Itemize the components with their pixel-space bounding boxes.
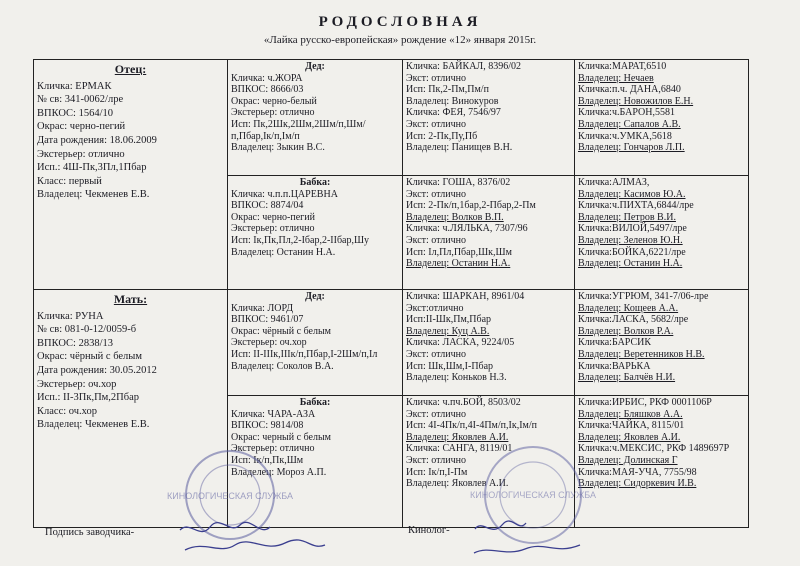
pedigree-line: Владелец: Петров В.И. — [578, 211, 676, 223]
pedigree-line: Владелец: Веретенников Н.В. — [578, 348, 705, 360]
pedigree-line: Окрас: черный с белым — [231, 431, 331, 443]
pedigree-line: ВПКОС: 9461/07 — [231, 314, 304, 326]
pedigree-line: Экст: отлично — [406, 188, 467, 200]
pedigree-line: Кличка:ч.БАРОН,5581 — [578, 107, 675, 119]
pedigree-line: Кличка: ЛОРД — [231, 302, 294, 314]
gen3-cell — [403, 290, 575, 396]
stamp-text: КИНОЛОГИЧЕСКАЯ СЛУЖБА — [470, 490, 596, 500]
pedigree-line: Владелец: Новожилов Е.Н. — [578, 95, 694, 107]
pedigree-line: Экст: отлично — [406, 234, 467, 246]
pedigree-line: Кличка:БАРСИК — [578, 337, 652, 349]
pedigree-line: Кличка:ВИЛОЙ,5497/лре — [578, 223, 687, 235]
mother-line: Класс: оч.хор — [37, 405, 98, 417]
pedigree-line: Владелец: Коньков Н.З. — [406, 372, 507, 384]
pedigree-line: Владелец: Мороз А.П. — [231, 466, 327, 478]
mother-line: Окрас: чёрный с белым — [37, 351, 142, 363]
breeder-signature — [175, 515, 330, 560]
pedigree-line: Экст: отлично — [406, 408, 467, 420]
pedigree-line: Владелец: Яковлев А.И. — [406, 478, 509, 490]
pedigree-line: Владелец: Бляшков А.А. — [578, 408, 683, 420]
pedigree-line: Владелец: Гончаров Л.П. — [578, 142, 685, 154]
father-line: Класс: первый — [37, 175, 102, 187]
document-subtitle: «Лайка русско-европейская» рождение «12» января 2015г. — [263, 34, 537, 46]
mother-line: Экстерьер: оч.хор — [37, 378, 117, 390]
pedigree-line: Экст: отлично — [406, 348, 467, 360]
mother-line: Кличка: РУНА — [37, 310, 104, 322]
father-line: Исп.: 4Ш-Пк,3Пл,1Пбар — [37, 162, 147, 174]
pedigree-line: Владелец: Волков В.П. — [406, 211, 504, 223]
father-line: Дата рождения: 18.06.2009 — [37, 134, 157, 146]
grandfather-heading: Дед: — [305, 291, 325, 302]
pedigree-line: Кличка:ч.ПИХТА,6844/лре — [578, 200, 694, 212]
pedigree-line: Кличка:МАЯ-УЧА, 7755/98 — [578, 466, 697, 478]
grandmother-heading: Бабка: — [299, 397, 331, 408]
pedigree-line: Исп: Iк,Пк,Пл,2-Iбар,2-IIбар,Шу — [231, 234, 370, 246]
pedigree-line: Исп: Пк,2Шк,2Шм,2Шм/п,Шм/п,Пбар,Iк/п,Iм/п — [231, 118, 366, 142]
pedigree-line: Владелец: Панищев В.Н. — [406, 142, 513, 154]
pedigree-line: Экст: отлично — [406, 118, 467, 130]
pedigree-line: Окрас: черно-белый — [231, 95, 317, 107]
pedigree-line: Владелец: Зеленов Ю.Н. — [578, 234, 683, 246]
pedigree-line: Кличка: ч.ЛЯЛЬКА, 7307/96 — [406, 223, 528, 235]
pedigree-line: Экстерьер: отлично — [231, 107, 315, 119]
pedigree-line: Кличка: ч.ЖОРА — [231, 72, 303, 84]
pedigree-line: ВПКОС: 8666/03 — [231, 84, 304, 96]
father-line: Кличка: ЕРМАК — [37, 80, 112, 92]
pedigree-line: Исп: Iк/п,I-Пм — [406, 466, 468, 478]
pedigree-line: Окрас: черно-пегий — [231, 211, 315, 223]
pedigree-line: Владелец: Нечаев — [578, 72, 654, 84]
pedigree-line: Экст: отлично — [406, 72, 467, 84]
pedigree-line: Исп: II-IIIк,IIIк/п,Пбар,I-2Шм/п,Iл — [231, 348, 378, 360]
father-line: № св: 341-0062/лре — [37, 94, 124, 106]
pedigree-line: Кличка: ФЕЯ, 7546/97 — [406, 107, 501, 119]
breeder-signature-label: Подпись заводчика- — [45, 527, 135, 538]
pedigree-line: Владелец: Куц А.В. — [406, 325, 490, 337]
pedigree-line: Кличка: ч.пч.БОЙ, 8503/02 — [406, 397, 521, 408]
pedigree-line: Владелец: Останин Н.А. — [406, 258, 511, 270]
pedigree-line: Владелец: Винокуров — [406, 95, 499, 107]
pedigree-line: Экст:отлично — [406, 302, 464, 314]
pedigree-line: Экстерьер: оч.хор — [231, 337, 307, 349]
pedigree-line: Экст: отлично — [406, 454, 467, 466]
mother-line: Дата рождения: 30.05.2012 — [37, 364, 157, 376]
pedigree-line: Исп: Iк/п,Пк,Шм — [231, 454, 304, 466]
pedigree-line: Кличка: БАЙКАЛ, 8396/02 — [406, 61, 521, 72]
pedigree-line: Кличка:ЛАСКА, 5682/лре — [578, 314, 689, 326]
pedigree-line: Кличка: ЛАСКА, 9224/05 — [406, 337, 515, 349]
mother-line: ВПКОС: 2838/13 — [37, 337, 114, 349]
father-cell — [34, 60, 228, 290]
pedigree-line: Окрас: чёрный с белым — [231, 325, 331, 337]
pedigree-line: Кличка:УГРЮМ, 341-7/06-лре — [578, 291, 709, 302]
pedigree-line: Владелец: Яковлев А.И. — [406, 431, 509, 443]
pedigree-line: Владелец: Соколов В.А. — [231, 360, 334, 372]
pedigree-line: Кличка:п.ч. ДАНА,6840 — [578, 84, 681, 96]
pedigree-line: Кличка:БОЙКА,6221/лре — [578, 246, 686, 258]
pedigree-line: Кличка:ВАРЬКА — [578, 360, 651, 372]
pedigree-line: ВПКОС: 9814/08 — [231, 420, 304, 432]
gen4-cell — [575, 290, 749, 396]
pedigree-line: Владелец: Волков Р.А. — [578, 325, 674, 337]
pedigree-line: Владелец: Останин Н.А. — [578, 258, 683, 270]
cynologist-signature — [470, 515, 590, 563]
pedigree-line: Исп: Пк,2-Пм,Пм/п — [406, 84, 489, 96]
pedigree-line: Владелец: Сапалов А.В. — [578, 118, 681, 130]
pedigree-line: Владелец: Сидоркевич И.В. — [578, 478, 697, 490]
pedigree-line: Кличка:АЛМАЗ, — [578, 177, 650, 188]
gen4-cell — [575, 60, 749, 176]
cynologist-signature-label: Кинолог- — [408, 525, 450, 536]
pedigree-line: Кличка:ч.МЕКСИС, РКФ 1489697Р — [578, 443, 730, 455]
pedigree-line: Кличка:МАРАТ,6510 — [578, 61, 667, 72]
father-line: Окрас: черно-пегий — [37, 121, 126, 133]
mother-heading: Мать: — [113, 292, 148, 306]
pedigree-line: Кличка:ИРБИС, РКФ 0001106Р — [578, 397, 712, 408]
gen4-cell — [575, 396, 749, 528]
pedigree-line: Кличка: ГОША, 8376/02 — [406, 177, 511, 188]
pedigree-line: Исп: 4I-4Пк/п,4I-4Пм/п,Iк,Iм/п — [406, 420, 537, 432]
pedigree-line: Владелец: Балчёв Н.И. — [578, 372, 676, 384]
pedigree-line: Кличка: ч.п.п.ЦАРЕВНА — [231, 188, 338, 200]
father-line: ВПКОС: 1564/10 — [37, 107, 114, 119]
pedigree-line: Исп: Iл,Пл,Пбар,Шк,Шм — [406, 246, 512, 258]
mother-line: Исп.: II-3Пк,Пм,2Пбар — [37, 392, 140, 404]
father-line: Владелец: Чекменев Е.В. — [37, 189, 150, 201]
document-title: РОДОСЛОВНАЯ — [318, 14, 482, 30]
pedigree-line: Владелец: Кощеев А.А. — [578, 302, 679, 314]
mother-line: № св: 081-0-12/0059-б — [37, 324, 137, 336]
pedigree-line: Кличка: ЧАРА-АЗА — [231, 408, 316, 420]
pedigree-line: Кличка: ШАРКАН, 8961/04 — [406, 291, 525, 302]
grandmother-heading: Бабка: — [299, 177, 331, 188]
pedigree-line: ВПКОС: 8874/04 — [231, 200, 304, 212]
pedigree-line: Экстерьер: отлично — [231, 223, 315, 235]
father-heading: Отец: — [114, 62, 147, 76]
gen4-cell — [575, 176, 749, 290]
pedigree-line: Исп: 2-Пк/п,1бар,2-Пбар,2-Пм — [406, 200, 536, 212]
pedigree-line: Исп: Шк,Шм,I-Пбар — [406, 360, 494, 372]
pedigree-table — [33, 59, 749, 528]
stamp-text: КИНОЛОГИЧЕСКАЯ СЛУЖБА — [167, 491, 293, 501]
pedigree-line: Исп: 2-Пк,Пу,Пб — [406, 130, 478, 142]
pedigree-line: Владелец: Зыкин В.С. — [231, 142, 325, 154]
father-line: Экстерьер: отлично — [37, 148, 125, 160]
pedigree-line: Владелец: Касимов Ю.А. — [578, 188, 686, 200]
gen3-cell — [403, 176, 575, 290]
grandfather-maternal-cell — [228, 290, 403, 396]
pedigree-line: Владелец: Яковлев А.И. — [578, 431, 681, 443]
grandfather-paternal-cell — [228, 60, 403, 176]
pedigree-line: Владелец: Останин Н.А. — [231, 246, 336, 258]
pedigree-line: Кличка:ЧАЙКА, 8115/01 — [578, 420, 685, 432]
mother-line: Владелец: Чекменев Е.В. — [37, 419, 150, 431]
pedigree-line: Экстерьер: отлично — [231, 443, 315, 455]
pedigree-line: Исп:II-Шк,Пм,Пбар — [406, 314, 492, 326]
grandfather-heading: Дед: — [305, 61, 325, 72]
pedigree-line: Владелец: Долинская Г — [578, 454, 678, 466]
gen3-cell — [403, 60, 575, 176]
pedigree-line: Кличка:ч.УМКА,5618 — [578, 130, 672, 142]
pedigree-line: Кличка: САНГА, 8119/01 — [406, 443, 513, 455]
grandmother-paternal-cell — [228, 176, 403, 290]
